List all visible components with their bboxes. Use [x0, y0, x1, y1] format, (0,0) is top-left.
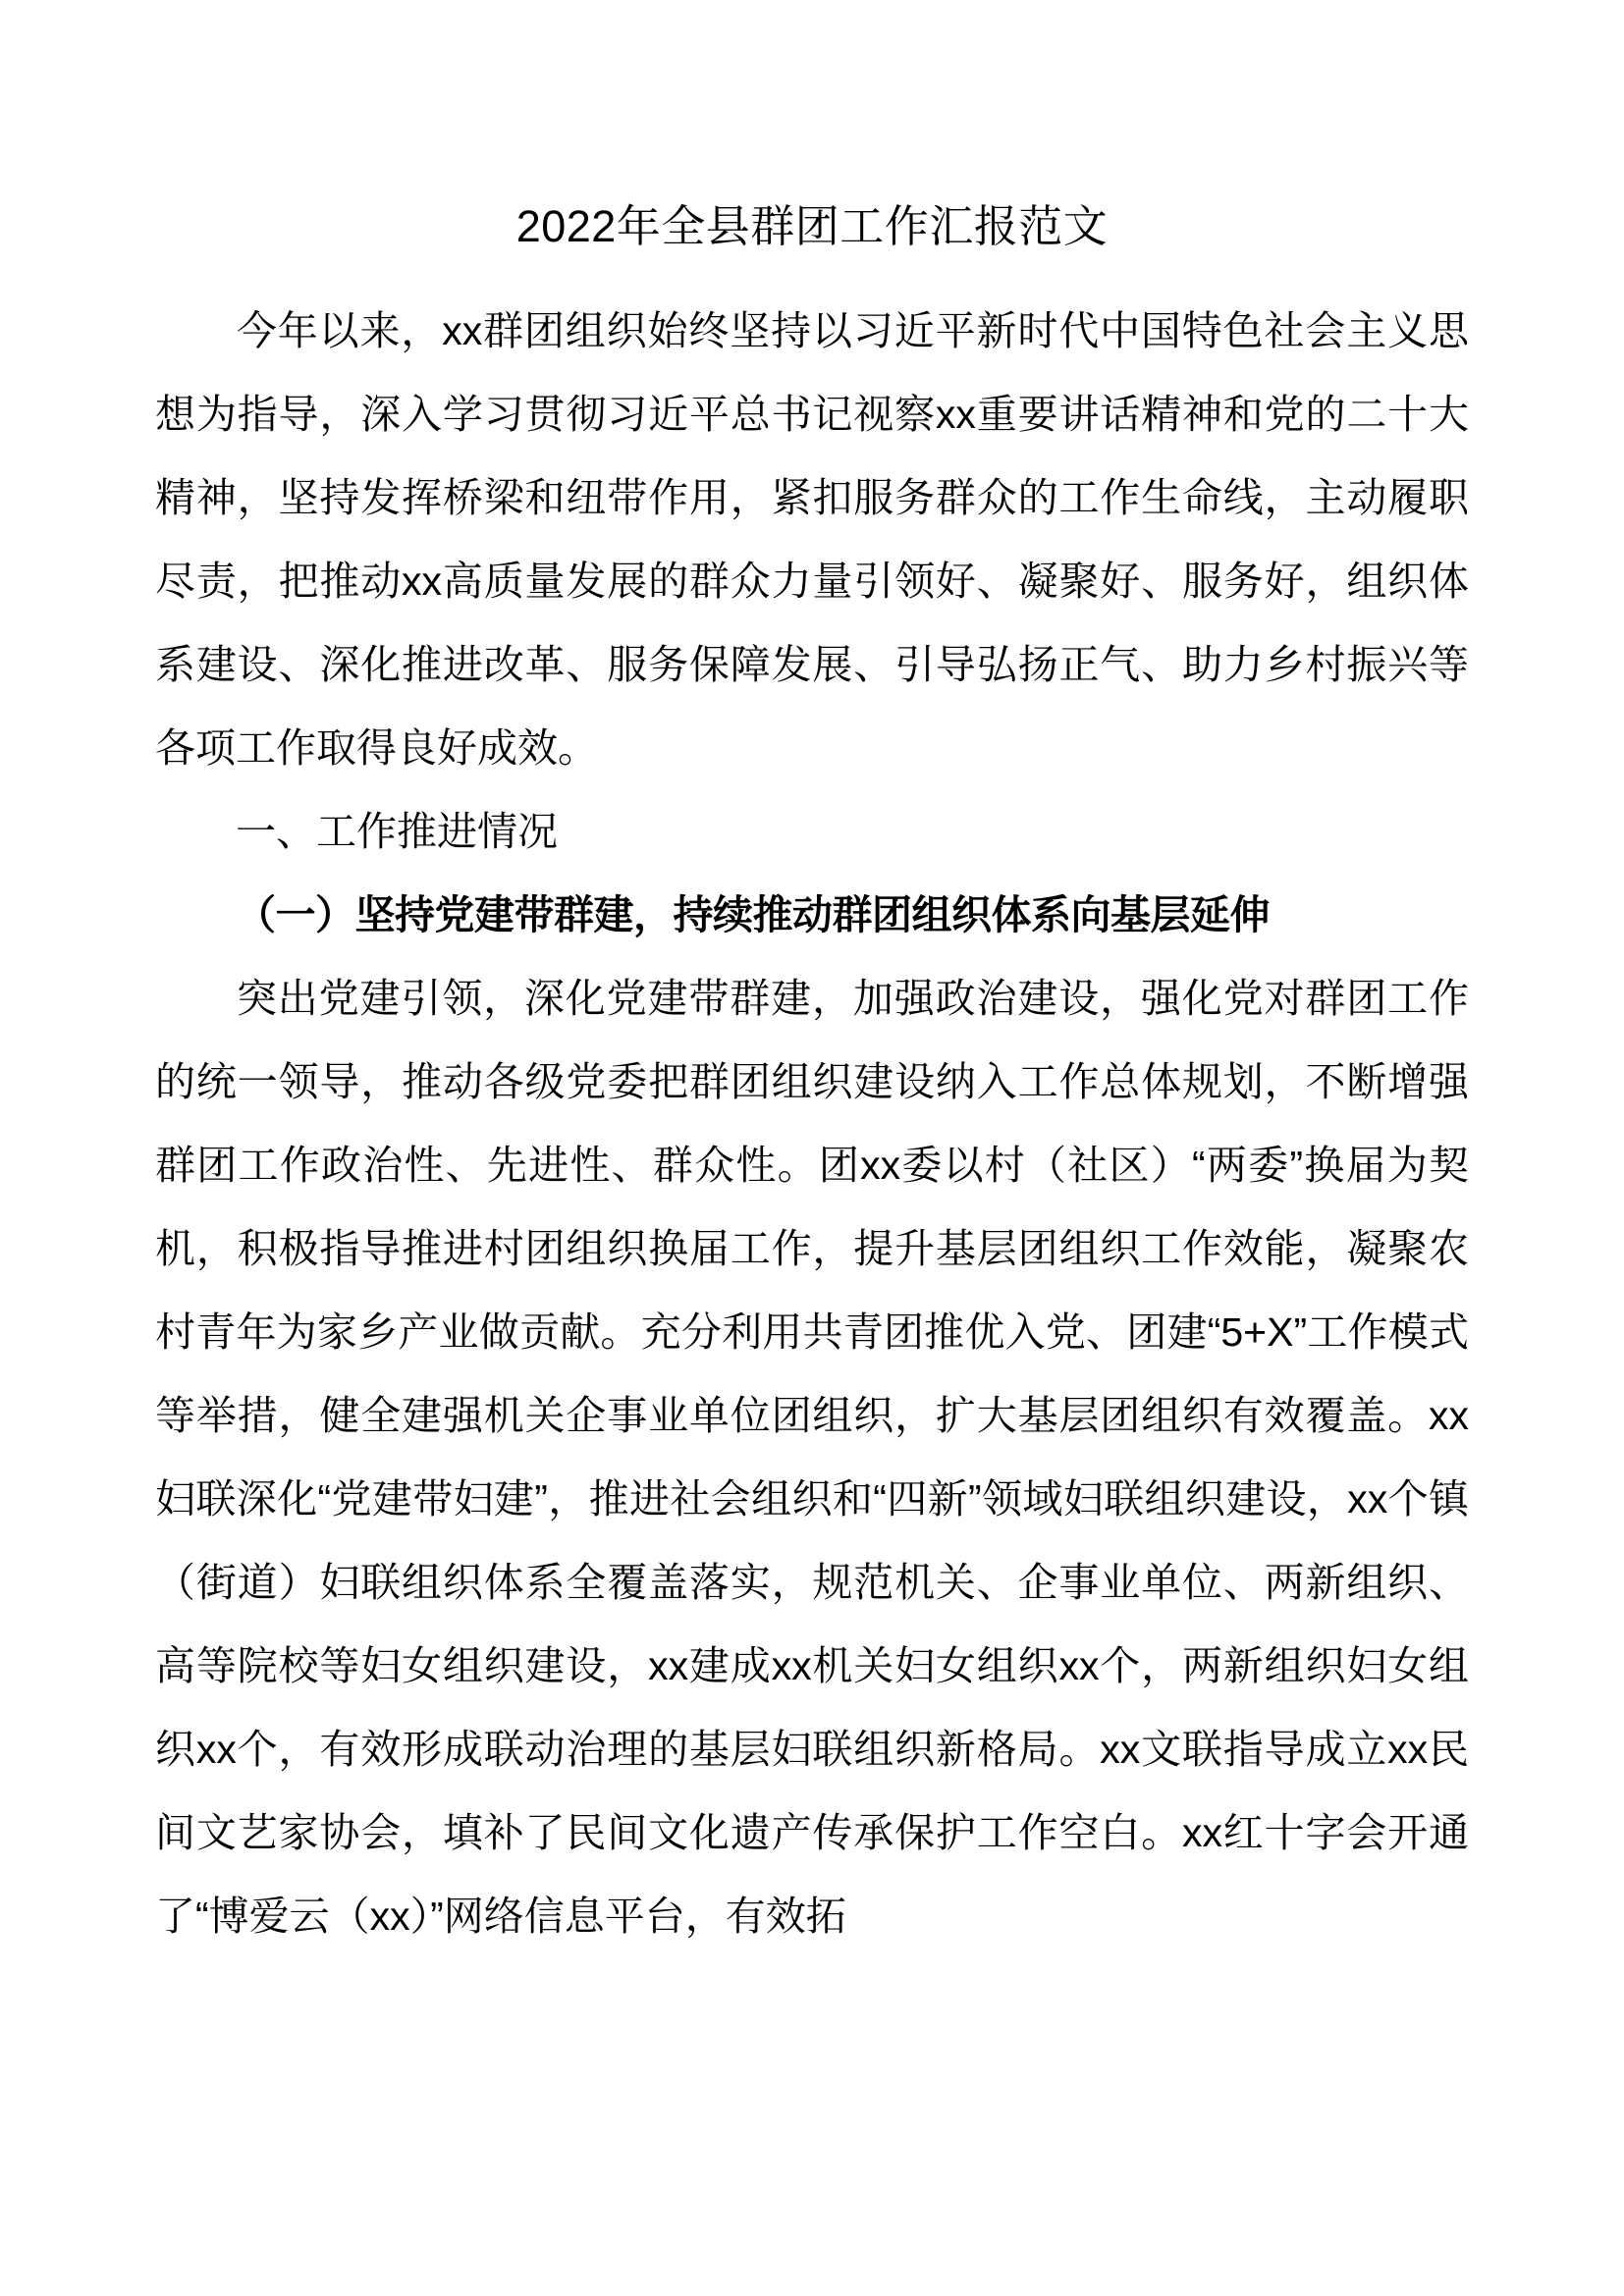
document-content: [155, 0, 1469, 1958]
paragraph-text: 突出党建引领，深化党建带群建，加强政治建设，强化党对群团工作的统一领导，推动各级党委把群团组织建设纳入工作总体规划，不断增强群团工作政治性、先进性、群众性。团xx委以村（社区）“两委”换届为契机，积极指导推进村团组织换届工作，提升基层团组织工作效能，凝聚农村青年为家乡产业做贡献。充分利用共青团推优入党、团建“5+X”工作模式等举措，健全建强机关企事业单位团组织，扩大基层团组织有效覆盖。xx妇联深化“党建带妇建”，推进社会组织和“四新”领域妇联组织建设，xx个镇（街道）妇联组织体系全覆盖落实，规范机关、企事业单位、两新组织、高等院校等妇女组织建设，xx建成xx机关妇女组织xx个，两新组织妇女组织xx个，有效形成联动治理的基层妇联组织新格局。xx文联指导成立xx民间文艺家协会，填补了民间文化遗产传承保护工作空白。xx红十字会开通了“博爱云（xx）”网络信息平台，有效拓: [155, 976, 1469, 1939]
heading-text: （一）坚持党建带群建，持续推动群团组织体系向基层延伸: [236, 892, 1270, 937]
heading-party-building: [155, 874, 1469, 957]
paragraph-intro: [155, 290, 1469, 790]
heading-work-progress: [155, 790, 1469, 874]
page-title: 2022年全县群团工作汇报范文: [515, 201, 1109, 251]
heading-text: 一、工作推进情况: [236, 809, 558, 854]
paragraph-party-building-body: [155, 957, 1469, 1958]
paragraph-text: 今年以来，xx群团组织始终坚持以习近平新时代中国特色社会主义思想为指导，深入学习贯彻习近平总书记视察xx重要讲话精神和党的二十大精神，坚持发挥桥梁和纽带作用，紧扣服务群众的工作生命线，主动履职尽责，把推动xx高质量发展的群众力量引领好、凝聚好、服务好，组织体系建设、深化推进改革、服务保障发展、引导弘扬正气、助力乡村振兴等各项工作取得良好成效。: [155, 308, 1469, 771]
